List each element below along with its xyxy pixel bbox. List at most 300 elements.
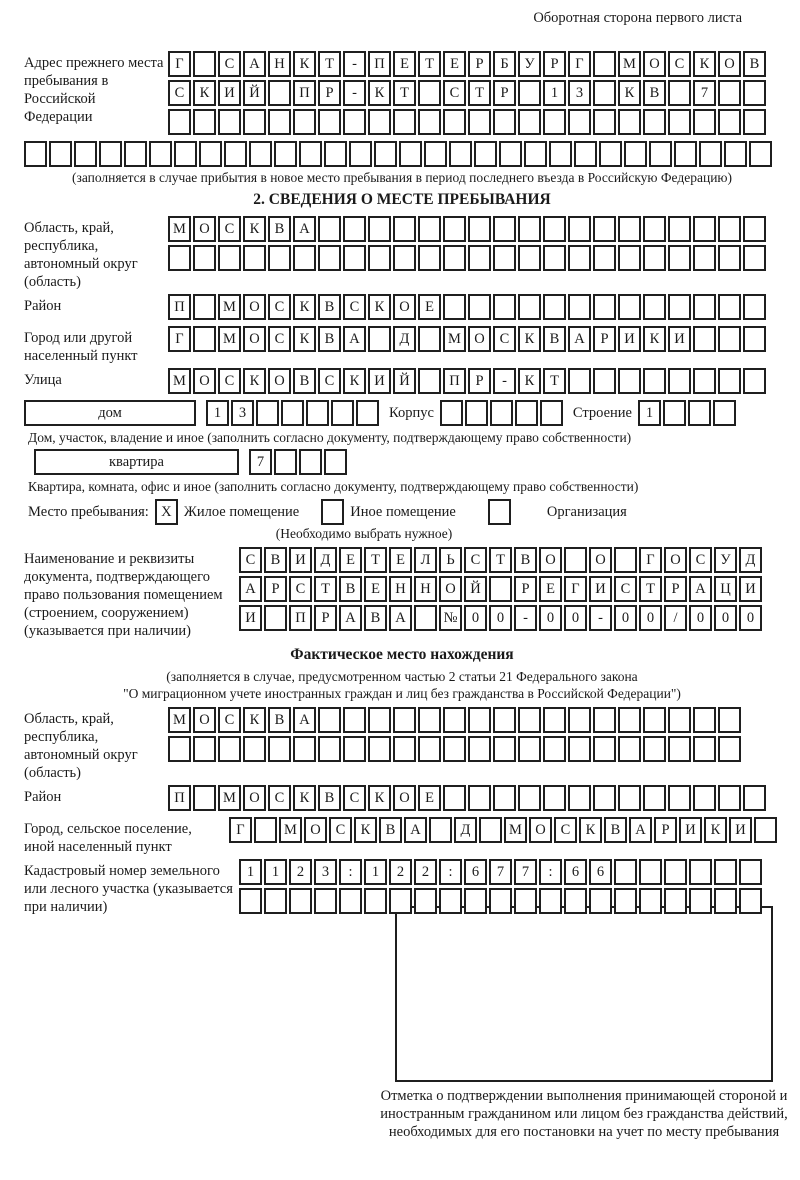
- char-cell[interactable]: К: [518, 326, 541, 352]
- char-cell[interactable]: [464, 888, 487, 914]
- char-cell[interactable]: С: [268, 294, 291, 320]
- char-cell[interactable]: [268, 80, 291, 106]
- char-cell[interactable]: Г: [168, 51, 191, 77]
- char-cell[interactable]: [289, 888, 312, 914]
- char-cell[interactable]: К: [193, 80, 216, 106]
- char-cell[interactable]: [718, 80, 741, 106]
- char-cell[interactable]: В: [318, 294, 341, 320]
- char-cell[interactable]: [614, 888, 637, 914]
- char-cell[interactable]: [754, 817, 777, 843]
- char-cell[interactable]: И: [218, 80, 241, 106]
- char-cell[interactable]: [643, 216, 666, 242]
- char-cell[interactable]: [443, 785, 466, 811]
- char-cell[interactable]: /: [664, 605, 687, 631]
- char-cell[interactable]: [649, 141, 672, 167]
- char-cell[interactable]: Е: [443, 51, 466, 77]
- char-cell[interactable]: [489, 888, 512, 914]
- char-cell[interactable]: [515, 400, 538, 426]
- char-cell[interactable]: 0: [489, 605, 512, 631]
- char-cell[interactable]: [618, 707, 641, 733]
- char-cell[interactable]: Е: [364, 576, 387, 602]
- char-cell[interactable]: [568, 785, 591, 811]
- char-cell[interactable]: [693, 245, 716, 271]
- char-cell[interactable]: [674, 141, 697, 167]
- char-cell[interactable]: [343, 109, 366, 135]
- char-cell[interactable]: С: [443, 80, 466, 106]
- char-cell[interactable]: [268, 245, 291, 271]
- char-cell[interactable]: 0: [689, 605, 712, 631]
- char-cell[interactable]: [543, 109, 566, 135]
- char-cell[interactable]: [518, 736, 541, 762]
- char-cell[interactable]: [643, 736, 666, 762]
- char-cell[interactable]: :: [339, 859, 362, 885]
- char-cell[interactable]: К: [643, 326, 666, 352]
- char-cell[interactable]: К: [368, 785, 391, 811]
- char-cell[interactable]: У: [714, 547, 737, 573]
- char-cell[interactable]: [418, 245, 441, 271]
- char-cell[interactable]: В: [643, 80, 666, 106]
- char-cell[interactable]: [293, 245, 316, 271]
- char-cell[interactable]: О: [439, 576, 462, 602]
- char-cell[interactable]: [499, 141, 522, 167]
- char-cell[interactable]: [318, 707, 341, 733]
- char-cell[interactable]: [624, 141, 647, 167]
- char-cell[interactable]: [493, 245, 516, 271]
- char-cell[interactable]: 7: [693, 80, 716, 106]
- char-cell[interactable]: -: [589, 605, 612, 631]
- char-cell[interactable]: [468, 109, 491, 135]
- char-cell[interactable]: А: [343, 326, 366, 352]
- char-cell[interactable]: [418, 80, 441, 106]
- char-cell[interactable]: [743, 326, 766, 352]
- char-cell[interactable]: [193, 245, 216, 271]
- char-cell[interactable]: Д: [314, 547, 337, 573]
- char-cell[interactable]: Г: [168, 326, 191, 352]
- char-cell[interactable]: И: [239, 605, 262, 631]
- char-cell[interactable]: [414, 888, 437, 914]
- char-cell[interactable]: С: [689, 547, 712, 573]
- char-cell[interactable]: [718, 707, 741, 733]
- char-cell[interactable]: И: [589, 576, 612, 602]
- char-cell[interactable]: Е: [418, 294, 441, 320]
- char-cell[interactable]: 2: [289, 859, 312, 885]
- char-cell[interactable]: [193, 736, 216, 762]
- char-cell[interactable]: [663, 400, 686, 426]
- char-cell[interactable]: [664, 888, 687, 914]
- char-cell[interactable]: [414, 605, 437, 631]
- char-cell[interactable]: [424, 141, 447, 167]
- char-cell[interactable]: [724, 141, 747, 167]
- char-cell[interactable]: В: [543, 326, 566, 352]
- char-cell[interactable]: [243, 736, 266, 762]
- char-cell[interactable]: А: [568, 326, 591, 352]
- char-cell[interactable]: М: [218, 294, 241, 320]
- char-cell[interactable]: 7: [489, 859, 512, 885]
- char-cell[interactable]: Р: [314, 605, 337, 631]
- char-cell[interactable]: [568, 707, 591, 733]
- char-cell[interactable]: [593, 216, 616, 242]
- char-cell[interactable]: В: [318, 785, 341, 811]
- char-cell[interactable]: [668, 216, 691, 242]
- char-cell[interactable]: [518, 216, 541, 242]
- char-cell[interactable]: Ь: [439, 547, 462, 573]
- char-cell[interactable]: [254, 817, 277, 843]
- char-cell[interactable]: А: [339, 605, 362, 631]
- char-cell[interactable]: [443, 109, 466, 135]
- char-cell[interactable]: [318, 736, 341, 762]
- char-cell[interactable]: О: [243, 326, 266, 352]
- char-cell[interactable]: [493, 294, 516, 320]
- char-cell[interactable]: 1: [239, 859, 262, 885]
- char-cell[interactable]: [299, 449, 322, 475]
- char-cell[interactable]: [239, 888, 262, 914]
- char-cell[interactable]: М: [504, 817, 527, 843]
- char-cell[interactable]: 6: [464, 859, 487, 885]
- char-cell[interactable]: [618, 109, 641, 135]
- char-cell[interactable]: [318, 109, 341, 135]
- char-cell[interactable]: [643, 294, 666, 320]
- char-cell[interactable]: И: [679, 817, 702, 843]
- char-cell[interactable]: О: [193, 368, 216, 394]
- char-cell[interactable]: С: [464, 547, 487, 573]
- char-cell[interactable]: О: [268, 368, 291, 394]
- char-cell[interactable]: 7: [514, 859, 537, 885]
- char-cell[interactable]: [168, 109, 191, 135]
- char-cell[interactable]: 7: [249, 449, 272, 475]
- char-cell[interactable]: [643, 785, 666, 811]
- char-cell[interactable]: Е: [418, 785, 441, 811]
- char-cell[interactable]: [443, 707, 466, 733]
- char-cell[interactable]: [564, 888, 587, 914]
- char-cell[interactable]: С: [239, 547, 262, 573]
- char-cell[interactable]: В: [264, 547, 287, 573]
- char-cell[interactable]: О: [529, 817, 552, 843]
- char-cell[interactable]: О: [589, 547, 612, 573]
- char-cell[interactable]: [443, 736, 466, 762]
- char-cell[interactable]: [314, 888, 337, 914]
- char-cell[interactable]: О: [243, 294, 266, 320]
- char-cell[interactable]: С: [268, 785, 291, 811]
- char-cell[interactable]: К: [368, 294, 391, 320]
- char-cell[interactable]: [743, 294, 766, 320]
- char-cell[interactable]: [193, 294, 216, 320]
- char-cell[interactable]: [539, 888, 562, 914]
- char-cell[interactable]: [368, 216, 391, 242]
- char-cell[interactable]: [99, 141, 122, 167]
- char-cell[interactable]: [393, 245, 416, 271]
- char-cell[interactable]: [393, 736, 416, 762]
- char-cell[interactable]: Р: [264, 576, 287, 602]
- char-cell[interactable]: В: [318, 326, 341, 352]
- char-cell[interactable]: К: [243, 368, 266, 394]
- char-cell[interactable]: [256, 400, 279, 426]
- char-cell[interactable]: Д: [454, 817, 477, 843]
- char-cell[interactable]: [568, 736, 591, 762]
- char-cell[interactable]: Т: [364, 547, 387, 573]
- char-cell[interactable]: Й: [243, 80, 266, 106]
- char-cell[interactable]: [718, 294, 741, 320]
- char-cell[interactable]: С: [493, 326, 516, 352]
- char-cell[interactable]: О: [193, 216, 216, 242]
- char-cell[interactable]: [549, 141, 572, 167]
- char-cell[interactable]: 1: [543, 80, 566, 106]
- char-cell[interactable]: [343, 216, 366, 242]
- char-cell[interactable]: [49, 141, 72, 167]
- char-cell[interactable]: В: [514, 547, 537, 573]
- char-cell[interactable]: [468, 245, 491, 271]
- char-cell[interactable]: [468, 216, 491, 242]
- char-cell[interactable]: -: [493, 368, 516, 394]
- char-cell[interactable]: [614, 547, 637, 573]
- char-cell[interactable]: М: [168, 368, 191, 394]
- char-cell[interactable]: Н: [414, 576, 437, 602]
- char-cell[interactable]: Н: [389, 576, 412, 602]
- char-cell[interactable]: К: [618, 80, 641, 106]
- char-cell[interactable]: Е: [389, 547, 412, 573]
- char-cell[interactable]: О: [718, 51, 741, 77]
- char-cell[interactable]: [743, 368, 766, 394]
- char-cell[interactable]: Л: [414, 547, 437, 573]
- char-cell[interactable]: [168, 736, 191, 762]
- char-cell[interactable]: [524, 141, 547, 167]
- char-cell[interactable]: [418, 216, 441, 242]
- char-cell[interactable]: Й: [464, 576, 487, 602]
- char-cell[interactable]: [149, 141, 172, 167]
- char-cell[interactable]: :: [439, 859, 462, 885]
- char-cell[interactable]: [418, 736, 441, 762]
- char-cell[interactable]: [389, 888, 412, 914]
- char-cell[interactable]: [468, 707, 491, 733]
- char-cell[interactable]: [199, 141, 222, 167]
- char-cell[interactable]: 1: [206, 400, 229, 426]
- char-cell[interactable]: И: [668, 326, 691, 352]
- char-cell[interactable]: П: [443, 368, 466, 394]
- char-cell[interactable]: К: [693, 51, 716, 77]
- char-cell[interactable]: [693, 326, 716, 352]
- char-cell[interactable]: [339, 888, 362, 914]
- char-cell[interactable]: [593, 80, 616, 106]
- char-cell[interactable]: [743, 245, 766, 271]
- char-cell[interactable]: [718, 326, 741, 352]
- char-cell[interactable]: [474, 141, 497, 167]
- char-cell[interactable]: О: [193, 707, 216, 733]
- char-cell[interactable]: [543, 245, 566, 271]
- char-cell[interactable]: Р: [468, 51, 491, 77]
- char-cell[interactable]: [518, 109, 541, 135]
- char-cell[interactable]: [374, 141, 397, 167]
- char-cell[interactable]: 0: [564, 605, 587, 631]
- char-cell[interactable]: [418, 707, 441, 733]
- char-cell[interactable]: Е: [393, 51, 416, 77]
- char-cell[interactable]: [743, 80, 766, 106]
- char-cell[interactable]: 1: [364, 859, 387, 885]
- char-cell[interactable]: Н: [268, 51, 291, 77]
- char-cell[interactable]: [614, 859, 637, 885]
- char-cell[interactable]: Т: [468, 80, 491, 106]
- char-cell[interactable]: [493, 109, 516, 135]
- char-cell[interactable]: [668, 294, 691, 320]
- char-cell[interactable]: [593, 51, 616, 77]
- char-cell[interactable]: [668, 368, 691, 394]
- char-cell[interactable]: [593, 368, 616, 394]
- char-cell[interactable]: [193, 785, 216, 811]
- char-cell[interactable]: [689, 859, 712, 885]
- char-cell[interactable]: Р: [593, 326, 616, 352]
- char-cell[interactable]: Т: [393, 80, 416, 106]
- char-cell[interactable]: 2: [414, 859, 437, 885]
- char-cell[interactable]: И: [739, 576, 762, 602]
- char-cell[interactable]: С: [554, 817, 577, 843]
- char-cell[interactable]: [439, 888, 462, 914]
- char-cell[interactable]: 0: [539, 605, 562, 631]
- char-cell[interactable]: [564, 547, 587, 573]
- char-cell[interactable]: [368, 707, 391, 733]
- char-cell[interactable]: А: [389, 605, 412, 631]
- char-cell[interactable]: [668, 245, 691, 271]
- char-cell[interactable]: [618, 245, 641, 271]
- char-cell[interactable]: [299, 141, 322, 167]
- char-cell[interactable]: [568, 109, 591, 135]
- char-cell[interactable]: [343, 707, 366, 733]
- char-cell[interactable]: [668, 109, 691, 135]
- char-cell[interactable]: -: [514, 605, 537, 631]
- char-cell[interactable]: [324, 449, 347, 475]
- char-cell[interactable]: С: [343, 785, 366, 811]
- char-cell[interactable]: И: [289, 547, 312, 573]
- char-cell[interactable]: Т: [543, 368, 566, 394]
- char-cell[interactable]: [668, 80, 691, 106]
- char-cell[interactable]: С: [218, 51, 241, 77]
- char-cell[interactable]: [693, 109, 716, 135]
- char-cell[interactable]: [393, 707, 416, 733]
- char-cell[interactable]: К: [368, 80, 391, 106]
- char-cell[interactable]: [568, 245, 591, 271]
- char-cell[interactable]: [368, 736, 391, 762]
- char-cell[interactable]: [739, 859, 762, 885]
- char-cell[interactable]: [490, 400, 513, 426]
- char-cell[interactable]: [618, 785, 641, 811]
- char-cell[interactable]: Р: [514, 576, 537, 602]
- char-cell[interactable]: [593, 245, 616, 271]
- char-cell[interactable]: С: [329, 817, 352, 843]
- char-cell[interactable]: Р: [543, 51, 566, 77]
- char-cell[interactable]: [443, 294, 466, 320]
- char-cell[interactable]: [693, 736, 716, 762]
- char-cell[interactable]: [168, 245, 191, 271]
- char-cell[interactable]: [468, 785, 491, 811]
- char-cell[interactable]: П: [168, 785, 191, 811]
- char-cell[interactable]: С: [268, 326, 291, 352]
- char-cell[interactable]: [543, 736, 566, 762]
- char-cell[interactable]: [318, 216, 341, 242]
- char-cell[interactable]: Г: [229, 817, 252, 843]
- char-cell[interactable]: 0: [639, 605, 662, 631]
- char-cell[interactable]: 1: [638, 400, 661, 426]
- char-cell[interactable]: [268, 736, 291, 762]
- char-cell[interactable]: О: [664, 547, 687, 573]
- char-cell[interactable]: [714, 859, 737, 885]
- char-cell[interactable]: [493, 785, 516, 811]
- char-cell[interactable]: 0: [739, 605, 762, 631]
- char-cell[interactable]: [693, 294, 716, 320]
- char-cell[interactable]: [639, 888, 662, 914]
- char-cell[interactable]: [281, 400, 304, 426]
- char-cell[interactable]: С: [343, 294, 366, 320]
- char-cell[interactable]: [274, 449, 297, 475]
- char-cell[interactable]: К: [293, 294, 316, 320]
- char-cell[interactable]: [124, 141, 147, 167]
- char-cell[interactable]: А: [293, 707, 316, 733]
- char-cell[interactable]: [193, 51, 216, 77]
- char-cell[interactable]: [243, 245, 266, 271]
- char-cell[interactable]: 0: [614, 605, 637, 631]
- char-cell[interactable]: Г: [639, 547, 662, 573]
- char-cell[interactable]: В: [268, 707, 291, 733]
- char-cell[interactable]: Р: [493, 80, 516, 106]
- char-cell[interactable]: [468, 294, 491, 320]
- char-cell[interactable]: [718, 785, 741, 811]
- char-cell[interactable]: М: [168, 707, 191, 733]
- char-cell[interactable]: [393, 216, 416, 242]
- char-cell[interactable]: Б: [493, 51, 516, 77]
- char-cell[interactable]: [643, 109, 666, 135]
- char-cell[interactable]: С: [289, 576, 312, 602]
- char-cell[interactable]: Р: [468, 368, 491, 394]
- char-cell[interactable]: [693, 216, 716, 242]
- char-cell[interactable]: [368, 245, 391, 271]
- char-cell[interactable]: [618, 216, 641, 242]
- char-cell[interactable]: В: [743, 51, 766, 77]
- char-cell[interactable]: Г: [568, 51, 591, 77]
- char-cell[interactable]: [243, 109, 266, 135]
- char-cell[interactable]: А: [404, 817, 427, 843]
- char-cell[interactable]: 0: [464, 605, 487, 631]
- char-cell[interactable]: [449, 141, 472, 167]
- char-cell[interactable]: [268, 109, 291, 135]
- char-cell[interactable]: [543, 707, 566, 733]
- char-cell[interactable]: А: [293, 216, 316, 242]
- char-cell[interactable]: [643, 707, 666, 733]
- char-cell[interactable]: П: [289, 605, 312, 631]
- char-cell[interactable]: Т: [314, 576, 337, 602]
- char-cell[interactable]: С: [614, 576, 637, 602]
- char-cell[interactable]: [574, 141, 597, 167]
- char-cell[interactable]: [493, 736, 516, 762]
- char-cell[interactable]: [518, 245, 541, 271]
- char-cell[interactable]: Е: [539, 576, 562, 602]
- char-cell[interactable]: [639, 859, 662, 885]
- residential-checkbox[interactable]: X: [155, 499, 178, 525]
- char-cell[interactable]: К: [579, 817, 602, 843]
- char-cell[interactable]: [593, 785, 616, 811]
- char-cell[interactable]: [429, 817, 452, 843]
- char-cell[interactable]: П: [168, 294, 191, 320]
- char-cell[interactable]: [368, 326, 391, 352]
- char-cell[interactable]: [718, 736, 741, 762]
- char-cell[interactable]: К: [354, 817, 377, 843]
- char-cell[interactable]: [418, 326, 441, 352]
- char-cell[interactable]: С: [218, 707, 241, 733]
- char-cell[interactable]: И: [729, 817, 752, 843]
- char-cell[interactable]: 6: [564, 859, 587, 885]
- char-cell[interactable]: [689, 888, 712, 914]
- char-cell[interactable]: [589, 888, 612, 914]
- char-cell[interactable]: Р: [664, 576, 687, 602]
- char-cell[interactable]: К: [293, 785, 316, 811]
- char-cell[interactable]: [74, 141, 97, 167]
- char-cell[interactable]: [593, 736, 616, 762]
- char-cell[interactable]: [174, 141, 197, 167]
